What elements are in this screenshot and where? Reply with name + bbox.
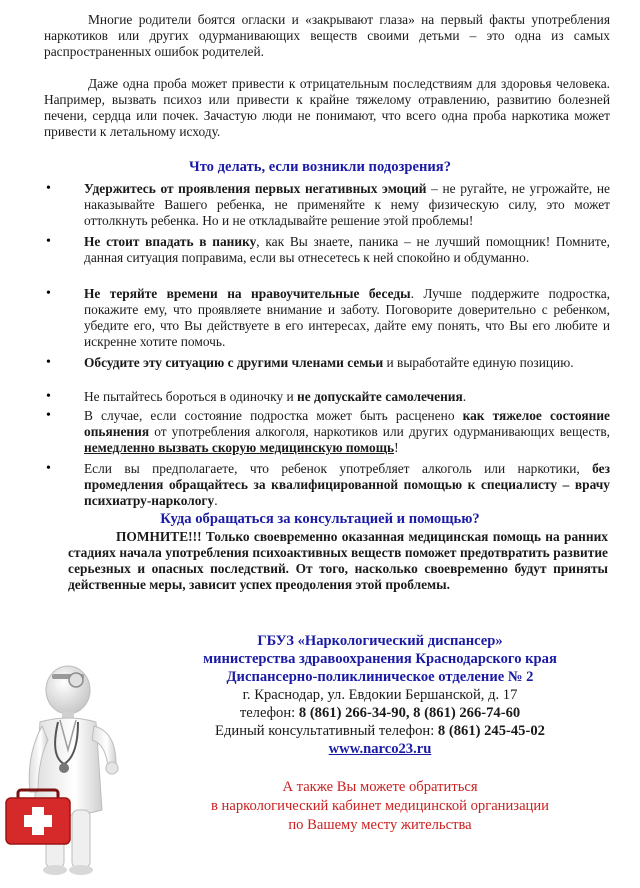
- bullet-icon: •: [46, 389, 51, 404]
- list-item: • Обсудите эту ситуацию с другими членами семьи и выработайте единую позицию.: [46, 355, 574, 370]
- list-item: • Не теряйте времени на нравоучительные беседы. Лучше поддержите подростка, покажите ему, что проявляете внимание и заботу. Поговорите доверительно с ребенком, убедите его, что Вы действуете в его интересах, дайте ему понять, что Вы его любите и искренне хотите помочь.: [46, 286, 610, 349]
- bullet-icon: •: [46, 234, 51, 249]
- footer-line-1: А также Вы можете обратиться: [282, 779, 478, 795]
- org-department: Диспансерно-поликлиническое отделение № 2: [226, 669, 534, 685]
- section-heading-suspicion: Что делать, если возникли подозрения?: [188, 159, 451, 175]
- bullet-icon: •: [46, 461, 51, 476]
- footer-line-3: по Вашему месту жительства: [288, 817, 472, 833]
- bullet-icon: •: [46, 286, 51, 301]
- bullet-icon: •: [46, 181, 51, 196]
- bullet-icon: •: [46, 355, 51, 370]
- list-item: • Удержитесь от проявления первых негативных эмоций – не ругайте, не угрожайте, не наказывайте Вашего ребенка, не применяйте к нему физическую силу, это может оттолкнуть ребенка. Но и не откладывайте решение этой проблемы!: [46, 181, 610, 228]
- phone-numbers[interactable]: 8 (861) 266-34-90, 8 (861) 266-74-60: [298, 705, 521, 721]
- intro-paragraph-1: Многие родители боятся огласки и «закрывают глаза» на первый факты употребления наркотиков или других одурманивающих веществ своими детьми – это одна из самых распространенных ошибок родителей.: [44, 12, 610, 59]
- doctor-illustration: [4, 660, 136, 880]
- footer-block: [150, 778, 610, 835]
- hotline-number[interactable]: 8 (861) 245-45-02: [437, 723, 545, 739]
- website-link[interactable]: www.narco23.ru: [328, 741, 432, 757]
- hotline-line: Единый консультативный телефон: 8 (861) 245-45-02: [215, 723, 545, 739]
- org-name: ГБУЗ «Наркологический диспансер»: [257, 633, 503, 649]
- footer-line-2: в наркологический кабинет медицинской организации: [211, 798, 549, 814]
- phones-line: телефон: 8 (861) 266-34-90, 8 (861) 266-74-60: [239, 705, 521, 721]
- list-item: • Не пытайтесь бороться в одиночку и не допускайте самолечения.: [46, 389, 467, 404]
- intro-paragraph-2: Даже одна проба может привести к отрицательным последствиям для здоровья человека. Например, вызвать психоз или привести к крайне тяжелому отравлению, развитию болезней печени, сердца или почек. Зачастую люди не понимают, что всего одна проба наркотика может привести к летальному исходу.: [44, 76, 610, 139]
- list-item: • Не стоит впадать в панику, как Вы знаете, паника – не лучший помощник! Помните, данная ситуация поправима, если вы отнесетесь к ней спокойно и обдуманно.: [46, 234, 610, 265]
- warning-paragraph: ПОМНИТЕ!!! Только своевременно оказанная медицинская помощь на ранних стадиях начала употребления психоактивных веществ поможет предотвратить развитие серьезных и опасных последствий. От того, насколько своевременно будут приняты действенные меры, зависит успех преодоления этой проблемы.: [68, 529, 608, 592]
- list-item: • Если вы предполагаете, что ребенок употребляет алкоголь или наркотики, без промедления обращайтесь за квалифицированной помощью к специалисту – врачу психиатру-наркологу.: [46, 461, 610, 508]
- list-item: • В случае, если состояние подростка может быть расценено как тяжелое состояние опьянения от употребления алкоголя, наркотиков или других одурманивающих веществ, немедленно вызвать скорую медицинскую помощь!: [46, 408, 610, 455]
- contacts-block: [150, 632, 610, 758]
- bullet-icon: •: [46, 408, 51, 423]
- org-ministry: министерства здравоохранения Краснодарского края: [203, 651, 557, 667]
- website-line: [150, 740, 610, 758]
- section-heading-help: Куда обращаться за консультацией и помощью?: [160, 511, 480, 527]
- first-aid-kit-icon: [6, 790, 70, 844]
- address: г. Краснодар, ул. Евдокии Бершанской, д. 17: [242, 687, 518, 703]
